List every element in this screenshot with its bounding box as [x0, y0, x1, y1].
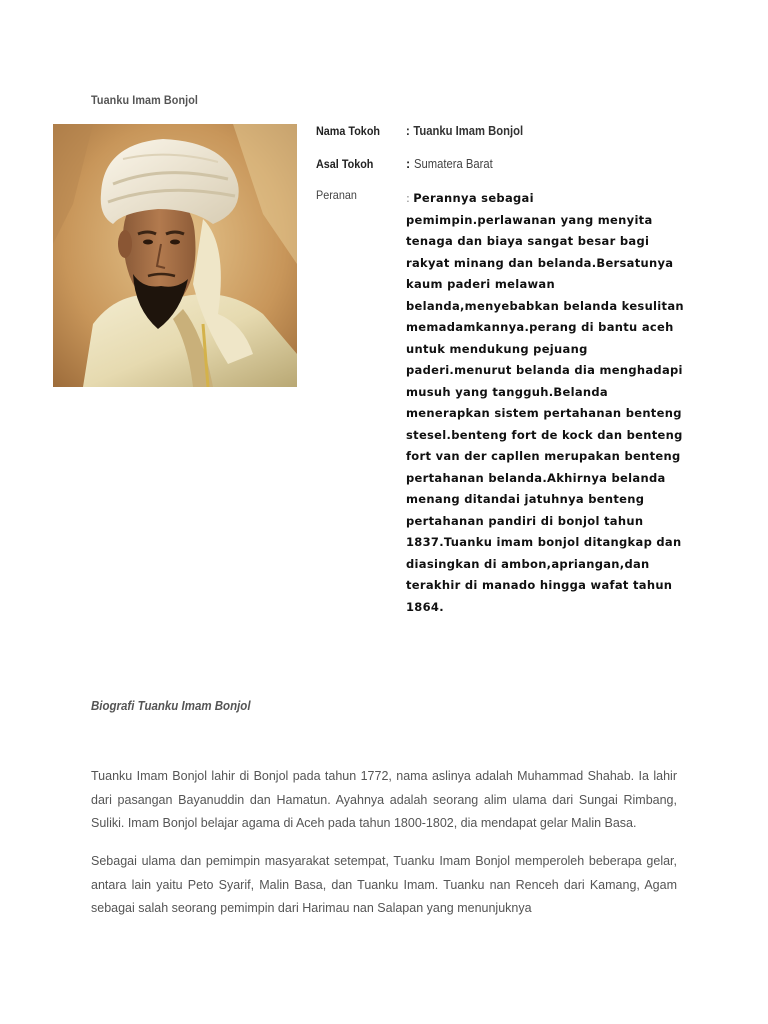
biografi-paragraph-2: Sebagai ulama dan pemimpin masyarakat setempat, Tuanku Imam Bonjol memperoleh beberapa gelar, antara lain yaitu Peto Syarif, Malin Basa, dan Tuanku Imam. Tuanku nan Renceh dari Kamang, Agam sebagai salah seorang pemimpin dari Harimau nan Salapan yang menunjuknya	[91, 854, 677, 915]
document-title: Tuanku Imam Bonjol	[91, 93, 199, 107]
peranan-label: Peranan	[316, 188, 357, 202]
colon: :	[406, 157, 411, 171]
peranan-text: Perannya sebagai pemimpin.perlawanan yang menyita tenaga dan biaya sangat besar bagi rakyat minang dan belanda.Bersatunya kaum paderi melawan belanda,menyebabkan belanda kesulitan memadamkannya.perang di bantu aceh untuk mendukung pejuang paderi.menurut belanda dia menghadapi musuh yang tangguh.Belanda menerapkan sistem pertahanan benteng stesel.benteng fort de kock dan benteng fort van der capllen merupakan benteng pertahanan belanda.Akhirnya belanda menang ditandai jatuhnya benteng pertahanan pandiri di bonjol tahun 1837.Tuanku imam bonjol ditangkap dan diasingkan di ambon,apriangan,dan terakhir di manado hingga wafat tahun 1864.	[406, 191, 684, 614]
asal-tokoh-label: Asal Tokoh	[316, 157, 374, 171]
nama-tokoh-text: Tuanku Imam Bonjol	[413, 124, 524, 138]
biografi-heading: Biografi Tuanku Imam Bonjol	[91, 699, 251, 713]
colon: :	[406, 191, 411, 205]
asal-tokoh-value	[406, 157, 696, 171]
nama-tokoh-label: Nama Tokoh	[316, 124, 381, 138]
peranan-value	[406, 188, 686, 618]
biografi-paragraph-1: Tuanku Imam Bonjol lahir di Bonjol pada tahun 1772, nama aslinya adalah Muhammad Shahab. Ia lahir dari pasangan Bayanuddin dan Hamatun. Ayahnya adalah seorang alim ulama dari Sungai Rimbang, Suliki. Imam Bonjol belajar agama di Aceh pada tahun 1800-1802, dia mendapat gelar Malin Basa.	[91, 769, 677, 830]
asal-tokoh-text: Sumatera Barat	[414, 157, 493, 171]
colon: :	[406, 124, 410, 138]
portrait-image	[53, 124, 297, 387]
nama-tokoh-value	[406, 124, 667, 138]
